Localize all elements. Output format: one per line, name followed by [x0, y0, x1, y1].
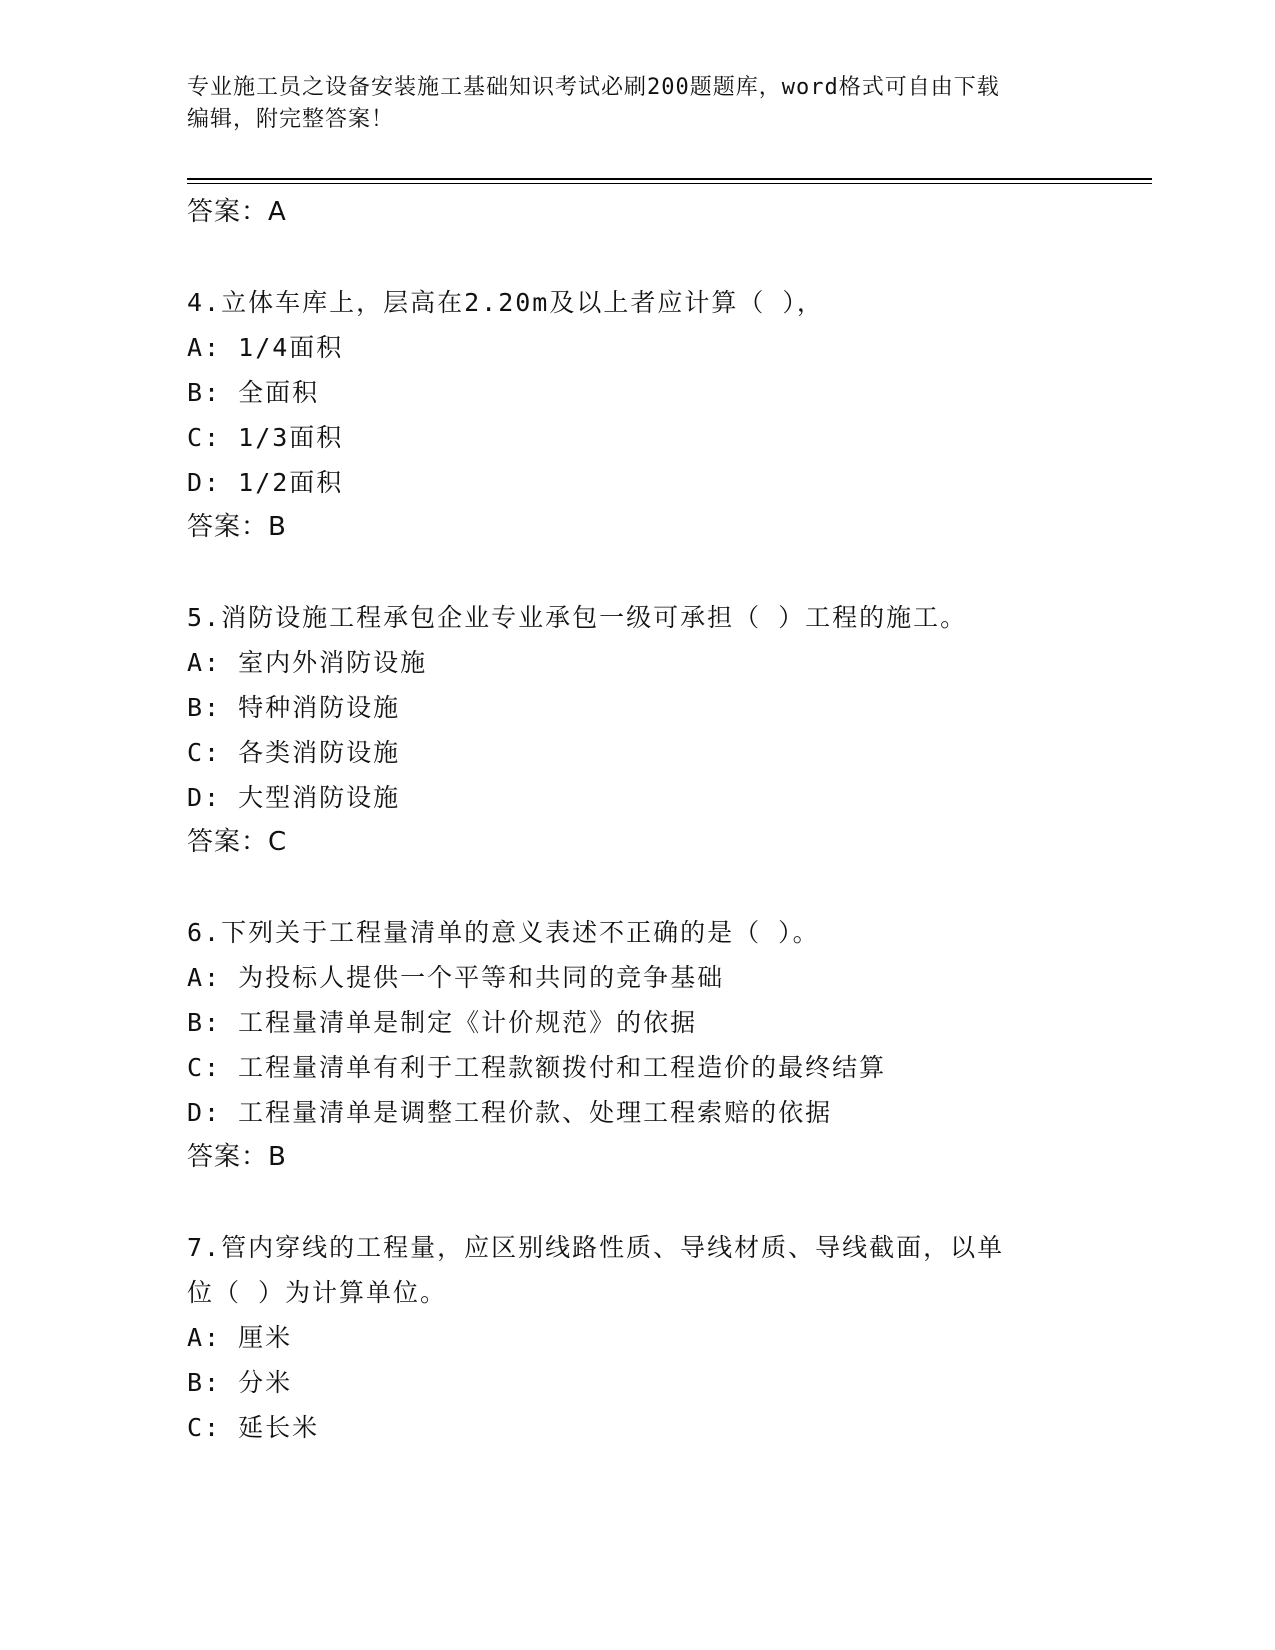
answer-line: 答案：A — [187, 197, 287, 227]
option-a: A: 厘米 — [187, 1323, 293, 1352]
question-stem: 4.立体车库上，层高在2.20m及以上者应计算（ ）， — [187, 288, 824, 317]
question-4 — [187, 280, 1152, 550]
question-stem: 6.下列关于工程量清单的意义表述不正确的是（ ）。 — [187, 918, 820, 947]
option-d: D: 大型消防设施 — [187, 783, 401, 812]
answer-line: 答案：C — [187, 827, 288, 857]
question-stem-line-1: 7.管内穿线的工程量，应区别线路性质、导线材质、导线截面，以单 — [187, 1233, 1005, 1262]
question-list — [187, 190, 1152, 1450]
option-b: B: 全面积 — [187, 378, 320, 407]
option-a: A: 为投标人提供一个平等和共同的竞争基础 — [187, 963, 725, 992]
header-line-2: 编辑，附完整答案！ — [187, 107, 395, 132]
option-c: C: 工程量清单有利于工程款额拨付和工程造价的最终结算 — [187, 1053, 887, 1082]
option-b: B: 分米 — [187, 1368, 293, 1397]
question-5 — [187, 595, 1152, 865]
option-b: B: 特种消防设施 — [187, 693, 401, 722]
option-b: B: 工程量清单是制定《计价规范》的依据 — [187, 1008, 698, 1037]
header-rule-thick — [187, 178, 1152, 180]
option-a: A: 1/4面积 — [187, 333, 344, 362]
document-header — [187, 72, 1087, 136]
answer-line: 答案：B — [187, 1142, 287, 1172]
answer-line: 答案：B — [187, 512, 287, 542]
option-c: C: 各类消防设施 — [187, 738, 401, 767]
question-stem-line-2: 位（ ）为计算单位。 — [187, 1278, 448, 1307]
option-c: C: 延长米 — [187, 1413, 320, 1442]
question-stem: 5.消防设施工程承包企业专业承包一级可承担（ ）工程的施工。 — [187, 603, 968, 632]
option-d: D: 工程量清单是调整工程价款、处理工程索赔的依据 — [187, 1098, 833, 1127]
option-c: C: 1/3面积 — [187, 423, 344, 452]
question-6 — [187, 910, 1152, 1180]
header-line-1: 专业施工员之设备安装施工基础知识考试必刷200题题库，word格式可自由下载 — [187, 75, 1000, 100]
header-rule-thin — [187, 183, 1152, 184]
option-a: A: 室内外消防设施 — [187, 648, 428, 677]
option-d: D: 1/2面积 — [187, 468, 344, 497]
question-7 — [187, 1225, 1152, 1450]
